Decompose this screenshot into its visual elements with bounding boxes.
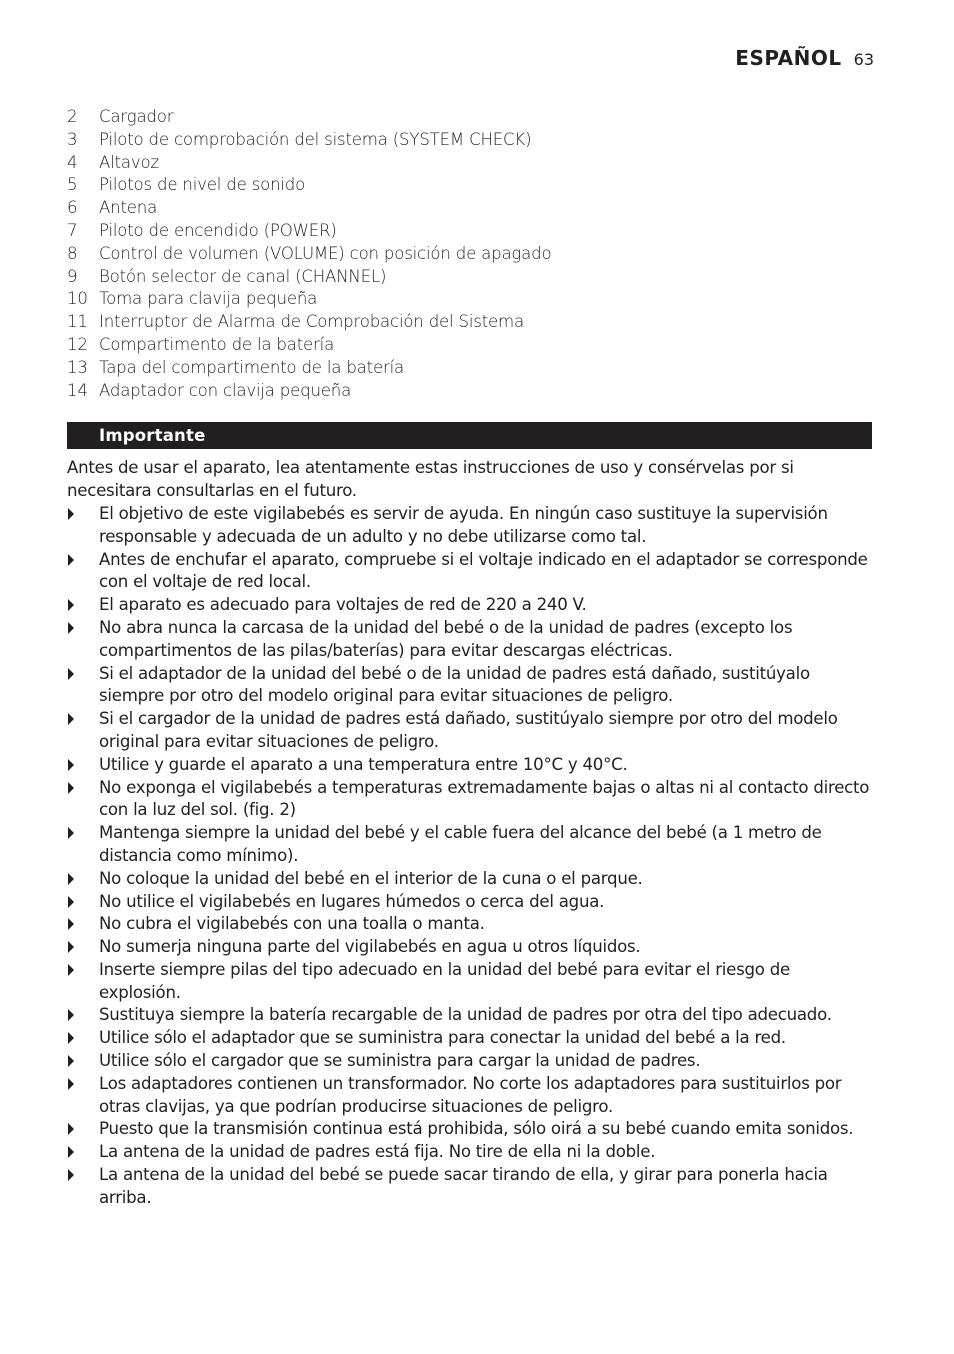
intro-paragraph: Antes de usar el aparato, lea atentamente estas instrucciones de uso y consérvelas por si necesitara consultarlas en el futuro. — [67, 458, 794, 501]
safety-bullet-item — [67, 708, 872, 754]
part-label: Altavoz — [99, 152, 159, 172]
bullet-arrow-icon — [67, 1164, 99, 1210]
safety-bullet-item — [67, 1073, 872, 1119]
bullet-text: La antena de la unidad de padres está fija. No tire de ella ni la doble. — [99, 1142, 656, 1162]
part-label: Adaptador con clavija pequeña — [99, 380, 352, 400]
safety-bullet-item — [67, 936, 872, 959]
bullet-arrow-icon — [67, 959, 99, 1005]
language-title: ESPAÑOL — [735, 46, 842, 70]
bullet-text: Inserte siempre pilas del tipo adecuado en la unidad del bebé para evitar el riesgo de explosión. — [99, 959, 790, 1002]
part-number: 7 — [67, 220, 78, 240]
parts-list-item — [67, 106, 872, 129]
bullet-arrow-icon — [67, 1118, 99, 1141]
part-number: 12 — [67, 334, 88, 354]
bullet-arrow-icon — [67, 1050, 99, 1073]
bullet-text: No exponga el vigilabebés a temperaturas extremadamente bajas o altas ni al contacto directo con la luz del sol. (fig. 2) — [99, 777, 870, 820]
part-label: Tapa del compartimento de la batería — [99, 357, 404, 377]
section-heading: Importante — [99, 426, 206, 446]
parts-list-item — [67, 266, 872, 289]
page-content — [67, 106, 872, 1210]
bullet-text: No abra nunca la carcasa de la unidad del bebé o de la unidad de padres (excepto los compartimentos de las pilas/baterías) para evitar descargas eléctricas. — [99, 617, 793, 660]
safety-bullet-item — [67, 1118, 872, 1141]
part-number: 13 — [67, 357, 88, 377]
bullet-arrow-icon — [67, 868, 99, 891]
bullet-arrow-icon — [67, 777, 99, 823]
bullet-arrow-icon — [67, 594, 99, 617]
bullet-arrow-icon — [67, 663, 99, 709]
part-label: Botón selector de canal (CHANNEL) — [99, 266, 387, 286]
parts-list — [67, 106, 872, 402]
bullet-text: Sustituya siempre la batería recargable de la unidad de padres por otra del tipo adecuado. — [99, 1005, 832, 1025]
safety-bullet-item — [67, 1004, 872, 1027]
part-number: 14 — [67, 380, 88, 400]
parts-list-item — [67, 174, 872, 197]
safety-bullet-item — [67, 1027, 872, 1050]
parts-list-item — [67, 129, 872, 152]
bullet-arrow-icon — [67, 617, 99, 663]
bullet-text: Puesto que la transmisión continua está prohibida, sólo oirá a su bebé cuando emita sonidos. — [99, 1119, 854, 1139]
safety-bullet-item — [67, 549, 872, 595]
section-heading-bar — [67, 422, 872, 449]
safety-bullet-item — [67, 891, 872, 914]
bullet-text: Utilice sólo el adaptador que se suministra para conectar la unidad del bebé a la red. — [99, 1028, 786, 1048]
page-number: 63 — [853, 50, 874, 69]
part-label: Control de volumen (VOLUME) con posición de apagado — [99, 243, 552, 263]
bullet-arrow-icon — [67, 1073, 99, 1119]
bullet-arrow-icon — [67, 549, 99, 595]
parts-list-item — [67, 357, 872, 380]
bullet-text: Si el cargador de la unidad de padres está dañado, sustitúyalo siempre por otro del modelo original para evitar situaciones de peligro. — [99, 709, 838, 751]
parts-list-item — [67, 288, 872, 311]
bullet-arrow-icon — [67, 822, 99, 868]
parts-list-item — [67, 334, 872, 357]
part-number: 11 — [67, 312, 88, 332]
bullet-arrow-icon — [67, 913, 99, 936]
bullet-arrow-icon — [67, 891, 99, 914]
bullet-arrow-icon — [67, 754, 99, 777]
bullet-text: No cubra el vigilabebés con una toalla o manta. — [99, 914, 485, 934]
parts-list-item — [67, 197, 872, 220]
bullet-text: El objetivo de este vigilabebés es servir de ayuda. En ningún caso sustituye la supervisión responsable y adecuada de un adulto y no debe utilizarse como tal. — [99, 503, 828, 546]
bullet-text: El aparato es adecuado para voltajes de red de 220 a 240 V. — [99, 595, 587, 615]
part-label: Piloto de encendido (POWER) — [99, 220, 337, 240]
part-label: Toma para clavija pequeña — [99, 289, 318, 309]
part-label: Piloto de comprobación del sistema (SYSTEM CHECK) — [99, 129, 532, 149]
part-number: 10 — [67, 289, 88, 309]
bullet-arrow-icon — [67, 708, 99, 754]
safety-bullet-item — [67, 594, 872, 617]
part-number: 4 — [67, 152, 78, 172]
bullet-arrow-icon — [67, 936, 99, 959]
safety-bullet-item — [67, 503, 872, 549]
bullet-text: No coloque la unidad del bebé en el interior de la cuna o el parque. — [99, 868, 643, 888]
part-number: 6 — [67, 198, 78, 218]
part-label: Pilotos de nivel de sonido — [99, 175, 306, 195]
safety-bullet-item — [67, 1164, 872, 1210]
safety-bullet-item — [67, 754, 872, 777]
parts-list-item — [67, 380, 872, 403]
safety-bullet-list — [67, 503, 872, 1210]
safety-bullet-item — [67, 959, 872, 1005]
bullet-text: Utilice y guarde el aparato a una temperatura entre 10°C y 40°C. — [99, 754, 628, 774]
safety-bullet-item — [67, 1141, 872, 1164]
bullet-text: Si el adaptador de la unidad del bebé o de la unidad de padres está dañado, sustitúyalo siempre por otro del modelo original para evitar situaciones de peligro. — [99, 663, 810, 706]
safety-bullet-item — [67, 617, 872, 663]
bullet-arrow-icon — [67, 1004, 99, 1027]
part-label: Antena — [99, 198, 158, 218]
safety-bullet-item — [67, 822, 872, 868]
part-number: 9 — [67, 266, 78, 286]
part-number: 5 — [67, 175, 78, 195]
bullet-text: No utilice el vigilabebés en lugares húmedos o cerca del agua. — [99, 891, 605, 911]
bullet-text: Mantenga siempre la unidad del bebé y el cable fuera del alcance del bebé (a 1 metro de distancia como mínimo). — [99, 823, 822, 865]
part-label: Compartimento de la batería — [99, 334, 335, 354]
safety-bullet-item — [67, 913, 872, 936]
bullet-arrow-icon — [67, 1027, 99, 1050]
bullet-arrow-icon — [67, 1141, 99, 1164]
part-number: 8 — [67, 243, 78, 263]
page-header — [735, 46, 874, 70]
bullet-text: No sumerja ninguna parte del vigilabebés en agua u otros líquidos. — [99, 937, 641, 957]
bullet-text: Antes de enchufar el aparato, compruebe si el voltaje indicado en el adaptador se corresponde con el voltaje de red local. — [99, 549, 868, 592]
part-label: Cargador — [99, 107, 174, 126]
part-label: Interruptor de Alarma de Comprobación del Sistema — [99, 312, 524, 332]
parts-list-item — [67, 220, 872, 243]
bullet-arrow-icon — [67, 503, 99, 549]
safety-bullet-item — [67, 663, 872, 709]
bullet-text: Utilice sólo el cargador que se suministra para cargar la unidad de padres. — [99, 1051, 701, 1071]
part-number: 2 — [67, 107, 78, 126]
parts-list-item — [67, 311, 872, 334]
bullet-text: Los adaptadores contienen un transformador. No corte los adaptadores para sustituirlos por otras clavijas, ya que podrían producirse situaciones de peligro. — [99, 1073, 842, 1116]
safety-bullet-item — [67, 868, 872, 891]
parts-list-item — [67, 243, 872, 266]
parts-list-item — [67, 152, 872, 175]
bullet-text: La antena de la unidad del bebé se puede sacar tirando de ella, y girar para ponerla hacia arriba. — [99, 1165, 828, 1207]
safety-bullet-item — [67, 1050, 872, 1073]
safety-bullet-item — [67, 777, 872, 823]
part-number: 3 — [67, 129, 78, 149]
